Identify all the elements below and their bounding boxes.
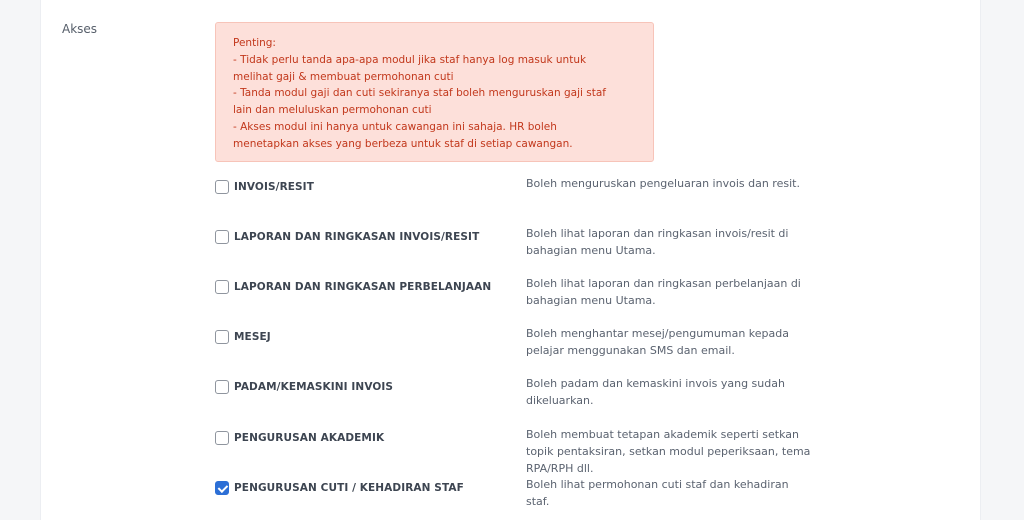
description-line: topik pentaksiran, setkan modul peperiksaan, tema [526,444,811,458]
module-row-laporan-invois [215,227,835,260]
notice-line: lain dan meluluskan permohonan cuti [233,104,432,117]
module-checkbox-padam-kemaskini[interactable] [215,380,229,394]
description-line: bahagian menu Utama. [526,293,656,307]
module-row-mesej [215,327,835,360]
module-description [526,226,826,260]
module-description [526,376,826,410]
description-line: RPA/RPH dll. [526,461,594,475]
module-checkbox-pengurusan-akademik[interactable] [215,431,229,445]
module-checkbox-invois-resit[interactable] [215,180,229,194]
module-checkbox-laporan-perbelanjaan[interactable] [215,280,229,294]
description-line: Boleh lihat laporan dan ringkasan invois/resit di [526,227,789,240]
module-checkbox-mesej[interactable] [215,330,229,344]
module-label[interactable]: PENGURUSAN CUTI / KEHADIRAN STAF [234,482,464,494]
notice-line: - Tanda modul gaji dan cuti sekiranya staf boleh menguruskan gaji staf [233,87,606,100]
module-row-pengurusan-cuti [215,478,835,511]
module-label[interactable]: LAPORAN DAN RINGKASAN INVOIS/RESIT [234,231,480,243]
page-background-strip [1003,0,1024,520]
module-description [526,427,826,477]
notice-line: melihat gaji & membuat permohonan cuti [233,70,454,83]
description-line: bahagian menu Utama. [526,243,656,257]
description-line: Boleh membuat tetapan akademik seperti setkan [526,428,799,441]
access-field-label: Akses [62,22,98,36]
module-description [526,477,826,511]
notice-line: menetapkan akses yang berbeza untuk staf di setiap cawangan. [233,137,573,150]
module-label[interactable]: INVOIS/RESIT [234,181,314,193]
module-row-pengurusan-akademik [215,428,835,475]
module-row-padam-kemaskini [215,377,835,410]
description-line: Boleh menghantar mesej/pengumuman kepada [526,327,789,340]
module-checkbox-laporan-invois[interactable] [215,230,229,244]
module-label[interactable]: LAPORAN DAN RINGKASAN PERBELANJAAN [234,281,492,293]
description-line: Boleh lihat permohonan cuti staf dan kehadiran [526,478,789,491]
module-label[interactable]: PADAM/KEMASKINI INVOIS [234,381,394,393]
module-description [526,176,826,193]
description-line: dikeluarkan. [526,393,594,407]
module-description [526,276,826,310]
module-description [526,326,826,360]
notice-line: - Akses modul ini hanya untuk cawangan ini sahaja. HR boleh [233,120,557,133]
description-line: Boleh menguruskan pengeluaran invois dan resit. [526,177,800,190]
notice-line: Penting: [233,37,276,49]
description-line: Boleh padam dan kemaskini invois yang sudah [526,377,785,390]
important-notice [215,22,654,162]
description-line: pelajar menggunakan SMS dan email. [526,343,735,357]
module-label[interactable]: MESEJ [234,331,271,343]
description-line: Boleh lihat laporan dan ringkasan perbelanjaan di [526,277,801,290]
module-checkbox-pengurusan-cuti[interactable] [215,481,229,495]
module-row-invois-resit [215,177,835,210]
module-label[interactable]: PENGURUSAN AKADEMIK [234,432,385,444]
notice-line: - Tidak perlu tanda apa-apa modul jika staf hanya log masuk untuk [233,53,587,66]
module-row-laporan-perbelanjaan [215,277,835,310]
description-line: staf. [526,494,550,508]
